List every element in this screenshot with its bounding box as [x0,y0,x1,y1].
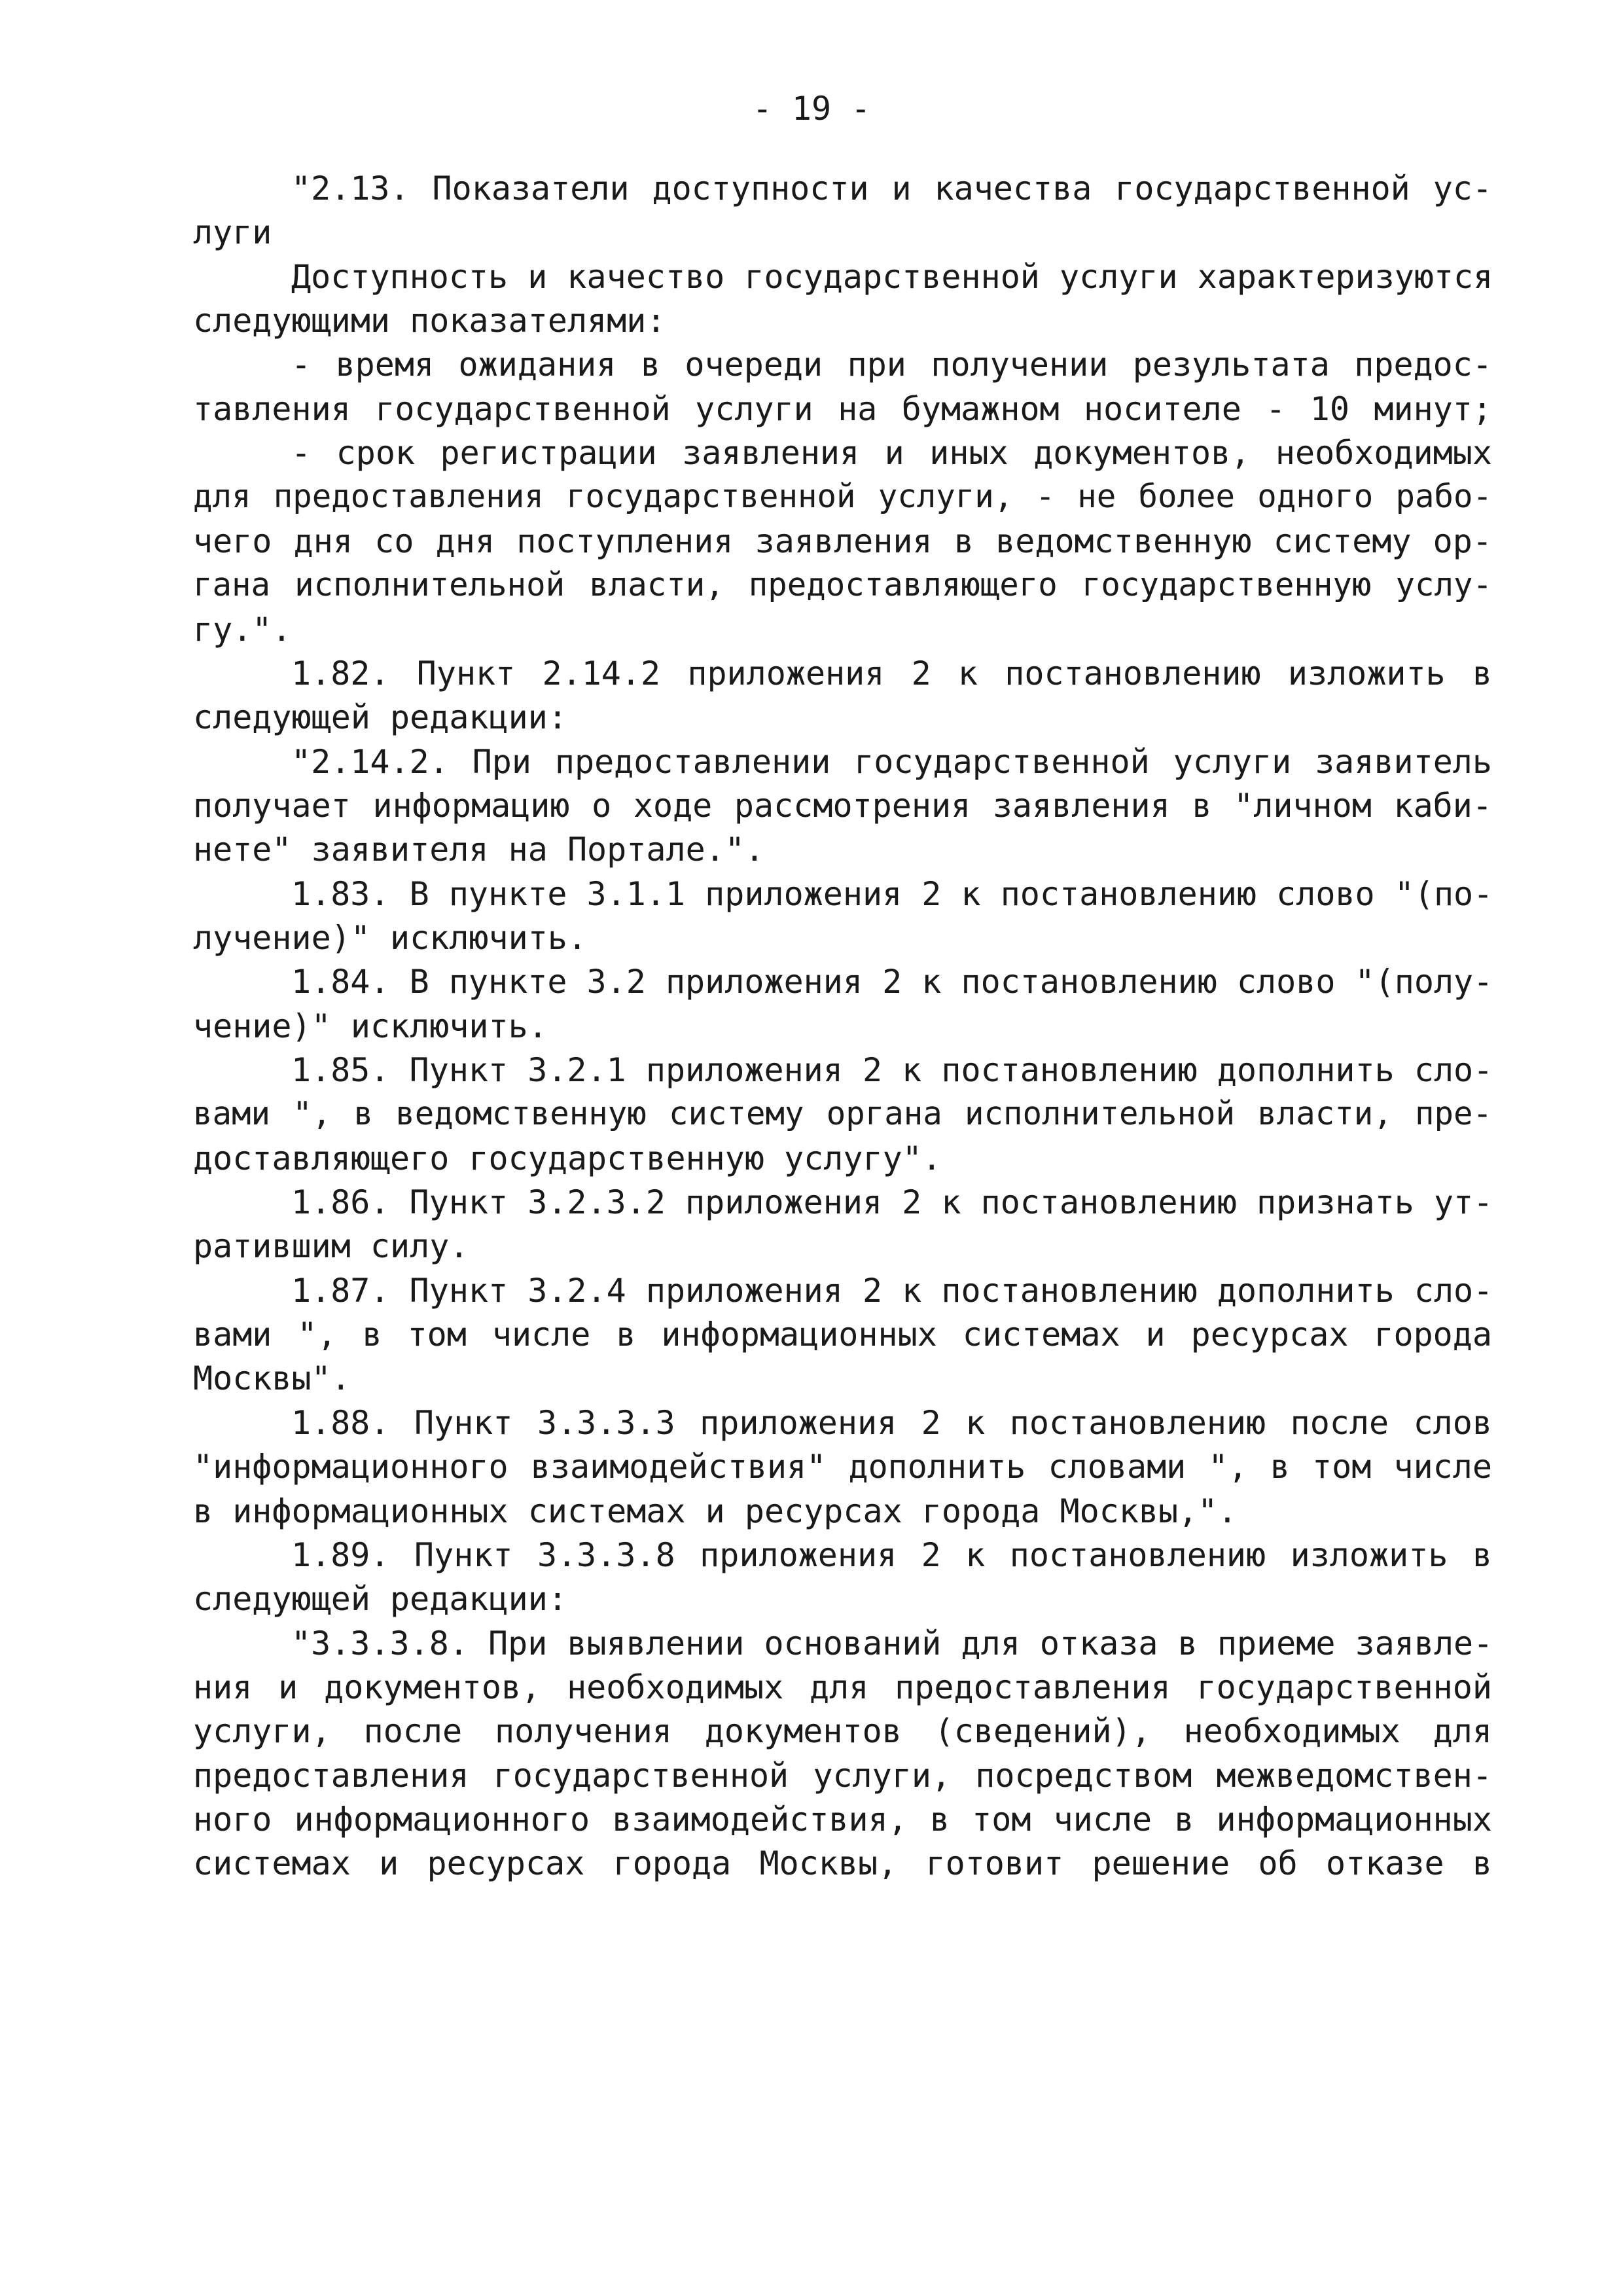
text-line: для предоставления государственной услуги, - не более одного рабо- [193,478,1492,515]
text-line: услуги, после получения документов (сведений), необходимых для [193,1712,1492,1750]
text-line: следующей редакции: [193,698,567,736]
text-line: 1.86. Пункт 3.2.3.2 приложения 2 к постановлению признать ут- [291,1183,1493,1221]
text-line: предоставления государственной услуги, посредством межведомствен- [193,1757,1492,1795]
page-number: - 19 - [752,90,871,128]
text-line: 1.88. Пункт 3.3.3.3 приложения 2 к постановлению после слов [291,1404,1492,1442]
text-line: "3.3.3.8. При выявлении оснований для отказа в приеме заявле- [291,1624,1493,1662]
text-line: 1.82. Пункт 2.14.2 приложения 2 к постановлению изложить в [291,655,1492,692]
text-line: следующими показателями: [193,302,666,340]
text-line: доставляющего государственную услугу". [193,1139,942,1177]
text-line: "2.13. Показатели доступности и качества государственной ус- [291,170,1492,207]
text-line: вами ", в том числе в информационных системах и ресурсах города [193,1316,1492,1354]
text-line: ного информационного взаимодействия, в том числе в информационных [193,1801,1492,1839]
text-line: системах и ресурсах города Москвы, готовит решение об отказе в [193,1844,1492,1882]
text-line: в информационных системах и ресурсах города Москвы,". [193,1492,1238,1530]
text-line: 1.83. В пункте 3.1.1 приложения 2 к постановлению слово "(по- [291,875,1493,913]
text-line: нете" заявителя на Портале.". [193,831,764,869]
text-line: тавления государственной услуги на бумажном носителе - 10 минут; [193,390,1492,428]
text-line: Доступность и качество государственной услуги характеризуются [291,258,1493,296]
text-line: "информационного взаимодействия" дополнить словами ", в том числе [193,1448,1492,1486]
text-line: гана исполнительной власти, предоставляющего государственную услу- [193,566,1492,603]
text-line: 1.89. Пункт 3.3.3.8 приложения 2 к постановлению изложить в [291,1536,1492,1574]
text-line: вами ", в ведомственную систему органа исполнительной власти, пре- [193,1095,1492,1132]
text-line: - время ожидания в очереди при получении результата предос- [291,346,1492,384]
text-line: гу.". [193,611,292,649]
text-line: ратившим силу. [193,1227,469,1265]
text-line: ния и документов, необходимых для предоставления государственной [193,1668,1492,1706]
text-line: лучение)" исключить. [193,919,588,957]
text-line: чего дня со дня поступления заявления в ведомственную систему ор- [193,522,1492,560]
text-line: Москвы". [193,1359,351,1397]
text-line: следующей редакции: [193,1580,567,1618]
text-line: чение)" исключить. [193,1007,548,1045]
text-line: - срок регистрации заявления и иных документов, необходимых [291,434,1492,472]
text-line: получает информацию о ходе рассмотрения заявления в "личном каби- [193,787,1492,825]
text-line: 1.87. Пункт 3.2.4 приложения 2 к постановлению дополнить сло- [291,1272,1493,1310]
text-line: 1.85. Пункт 3.2.1 приложения 2 к постановлению дополнить сло- [291,1051,1493,1089]
text-line: "2.14.2. При предоставлении государственной услуги заявитель [291,743,1492,781]
text-line: луги [193,213,272,251]
text-line: 1.84. В пункте 3.2 приложения 2 к постановлению слово "(полу- [291,963,1493,1001]
